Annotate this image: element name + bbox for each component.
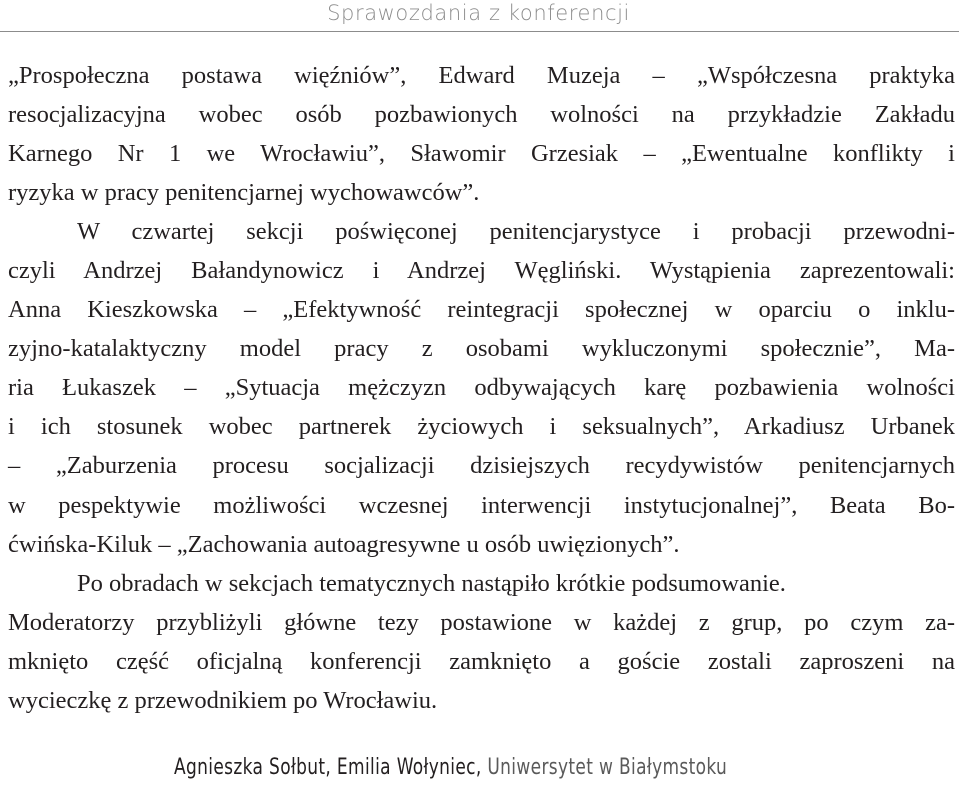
text-line: czyli Andrzej Bałandynowicz i Andrzej Węgliński. Wystąpienia zaprezentowali: — [8, 257, 955, 285]
text-line: Karnego Nr 1 we Wrocławiu”, Sławomir Grzesiak – „Ewentualne konflikty i — [8, 140, 955, 168]
author-affiliation: Uniwersytet w Białymstoku — [487, 755, 728, 780]
text-line: mknięto część oficjalną konferencji zamknięto a goście zostali zaproszeni na — [8, 647, 955, 675]
text-line: „Prospołeczna postawa więźniów”, Edward Muzeja – „Współczesna praktyka — [8, 62, 955, 89]
text-line: w pespektywie możliwości wczesnej interwencji instytucjonalnej”, Beata Bo- — [8, 491, 955, 519]
header-divider — [0, 31, 959, 32]
text-line: W czwartej sekcji poświęconej penitencjarystyce i probacji przewodni- — [77, 218, 955, 246]
report-body — [8, 56, 955, 720]
text-line: ria Łukaszek – „Sytuacja mężczyzn odbywających karę pozbawienia wolności — [8, 374, 955, 402]
text-line: ryzyka w pracy penitencjarnej wychowawców”. — [8, 179, 480, 207]
text-line: i ich stosunek wobec partnerek życiowych i seksualnych”, Arkadiusz Urbanek — [8, 413, 955, 441]
author-signature — [174, 755, 727, 780]
text-line: resocjalizacyjna wobec osób pozbawionych wolności na przykładzie Zakładu — [8, 101, 955, 129]
text-line: zyjno-katalaktyczny model pracy z osobami wykluczonymi społecznie”, Ma- — [8, 335, 955, 363]
text-line: – „Zaburzenia procesu socjalizacji dzisiejszych recydywistów penitencjarnych — [8, 452, 955, 480]
text-line: Anna Kieszkowska – „Efektywność reintegracji społecznej w oparciu o inklu- — [8, 296, 955, 324]
text-line: Po obradach w sekcjach tematycznych nastąpiło krótkie podsumowanie. — [77, 569, 786, 597]
running-header — [0, 0, 959, 34]
text-line: Moderatorzy przybliżyli główne tezy postawione w każdej z grup, po czym za- — [8, 608, 955, 636]
text-line: ćwińska-Kiluk – „Zachowania autoagresywne u osób uwięzionych”. — [8, 530, 680, 558]
text-line: wycieczkę z przewodnikiem po Wrocławiu. — [8, 686, 438, 714]
author-names: Agnieszka Sołbut, Emilia Wołyniec, — [174, 755, 482, 780]
section-title: Sprawozdania z konferencji — [327, 1, 630, 25]
